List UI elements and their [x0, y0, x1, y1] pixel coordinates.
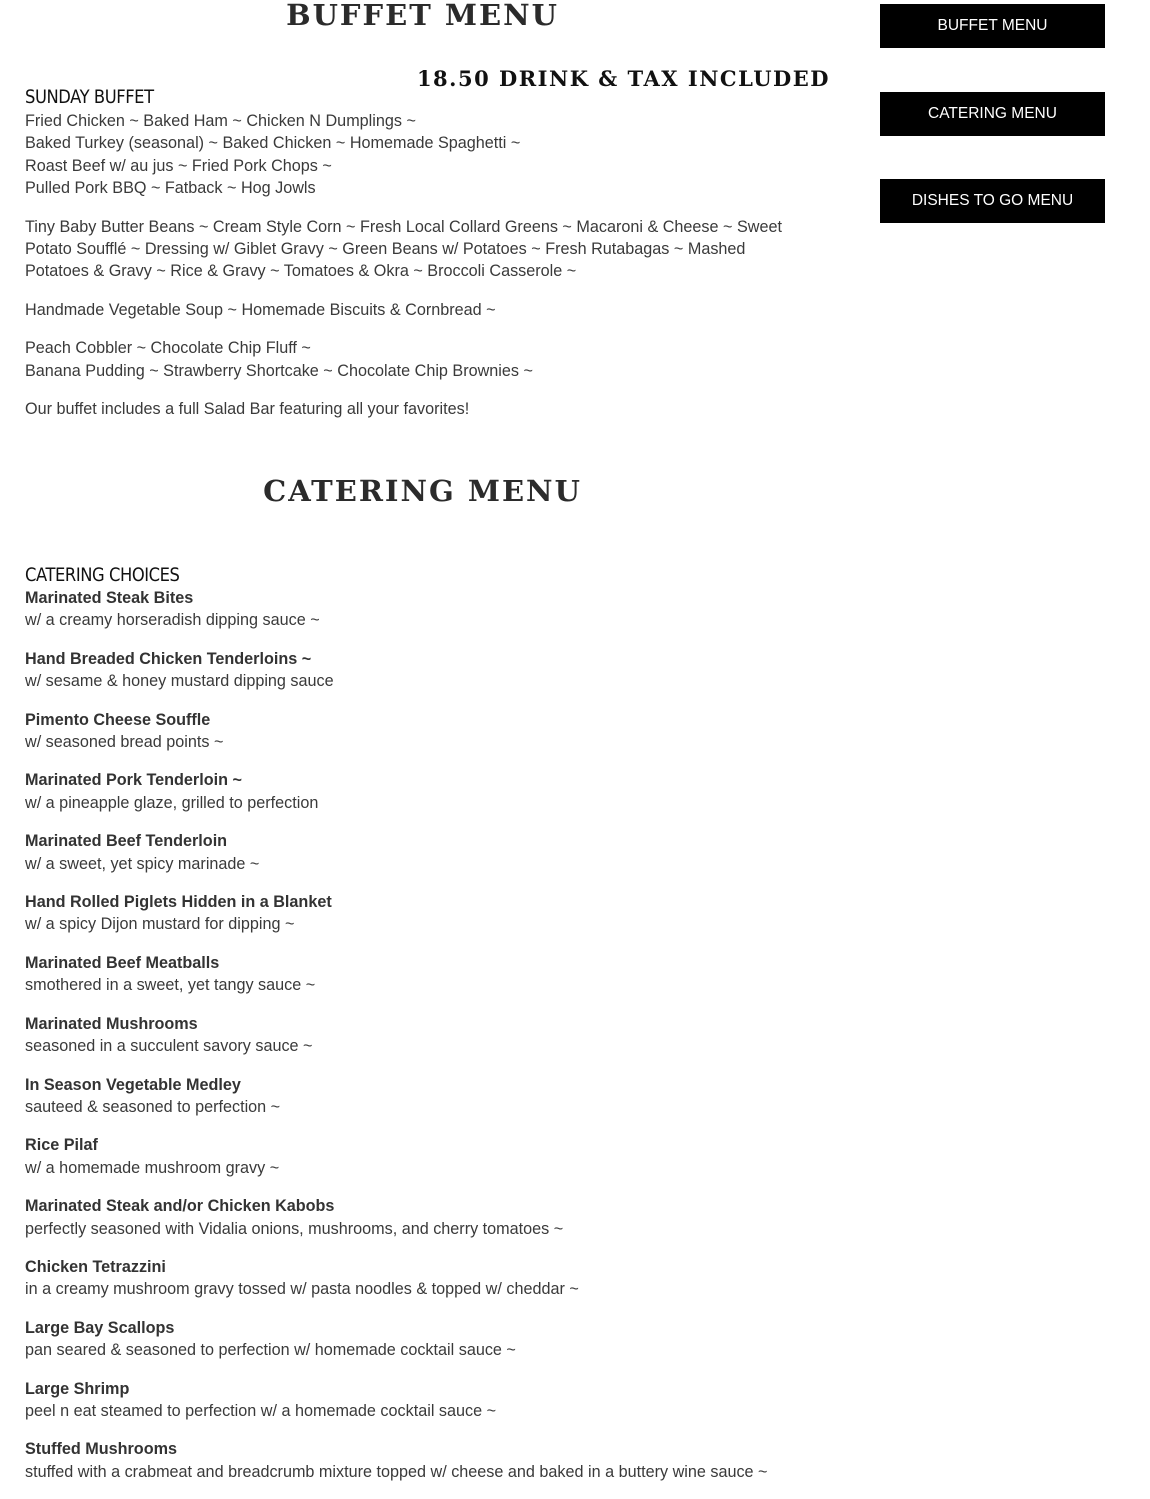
catering-item: [25, 1317, 825, 1362]
catering-item-description: w/ seasoned bread points ~: [25, 733, 224, 752]
catering-item-name: Stuffed Mushrooms: [25, 1440, 177, 1459]
catering-item-description: perfectly seasoned with Vidalia onions, mushrooms, and cherry tomatoes ~: [25, 1219, 564, 1238]
buffet-paragraph-soup-bread: [25, 299, 815, 321]
buffet-line: Potatoes & Gravy ~ Rice & Gravy ~ Tomatoes & Okra ~ Broccoli Casserole ~: [25, 262, 577, 281]
catering-item-description: in a creamy mushroom gravy tossed w/ pasta noodles & topped w/ cheddar ~: [25, 1280, 579, 1299]
catering-item: [25, 1013, 825, 1058]
sunday-buffet-heading: SUNDAY BUFFET: [25, 85, 154, 108]
catering-item-name: Large Bay Scallops: [25, 1318, 175, 1337]
buffet-line: Banana Pudding ~ Strawberry Shortcake ~ Chocolate Chip Brownies ~: [25, 361, 533, 380]
catering-item-name: Hand Rolled Piglets Hidden in a Blanket: [25, 893, 332, 912]
catering-item-description: peel n eat steamed to perfection w/ a homemade cocktail sauce ~: [25, 1401, 497, 1420]
catering-item-description: w/ a sweet, yet spicy marinade ~: [25, 854, 260, 873]
catering-item-name: Hand Breaded Chicken Tenderloins ~: [25, 649, 312, 668]
catering-item-description: w/ a pineapple glaze, grilled to perfection: [25, 793, 319, 812]
buffet-paragraph-meats: [25, 110, 815, 200]
buffet-line: Roast Beef w/ au jus ~ Fried Pork Chops ~: [25, 156, 332, 175]
catering-item: [25, 587, 825, 632]
catering-item-description: smothered in a sweet, yet tangy sauce ~: [25, 976, 316, 995]
catering-item-name: In Season Vegetable Medley: [25, 1075, 241, 1094]
catering-item: [25, 891, 825, 936]
buffet-menu-title: BUFFET MENU: [286, 0, 559, 32]
catering-item-description: w/ a homemade mushroom gravy ~: [25, 1158, 280, 1177]
catering-item: [25, 1195, 825, 1240]
catering-choices-heading: CATERING CHOICES: [25, 563, 180, 586]
catering-item: [25, 1256, 825, 1301]
buffet-line: Pulled Pork BBQ ~ Fatback ~ Hog Jowls: [25, 179, 316, 198]
catering-item-name: Chicken Tetrazzini: [25, 1257, 166, 1276]
catering-item: [25, 830, 825, 875]
catering-item-description: w/ sesame & honey mustard dipping sauce: [25, 672, 334, 691]
catering-item-description: sauteed & seasoned to perfection ~: [25, 1097, 281, 1116]
catering-item-name: Marinated Beef Tenderloin: [25, 832, 228, 851]
buffet-line: Fried Chicken ~ Baked Ham ~ Chicken N Dumplings ~: [25, 112, 416, 130]
catering-item: [25, 952, 825, 997]
buffet-line: Our buffet includes a full Salad Bar featuring all your favorites!: [25, 400, 470, 419]
catering-item-name: Rice Pilaf: [25, 1136, 98, 1155]
catering-item: [25, 1378, 825, 1423]
buffet-line: Peach Cobbler ~ Chocolate Chip Fluff ~: [25, 339, 311, 358]
catering-item: [25, 1438, 825, 1483]
catering-menu-title: CATERING MENU: [263, 474, 582, 508]
buffet-line: Handmade Vegetable Soup ~ Homemade Biscuits & Cornbread ~: [25, 300, 496, 319]
catering-items: [25, 587, 825, 1499]
catering-item-name: Pimento Cheese Souffle: [25, 710, 211, 729]
catering-item-name: Large Shrimp: [25, 1379, 130, 1398]
catering-item-description: seasoned in a succulent savory sauce ~: [25, 1037, 313, 1056]
catering-item-name: Marinated Mushrooms: [25, 1014, 198, 1033]
catering-item-description: stuffed with a crabmeat and breadcrumb mixture topped w/ cheese and baked in a buttery wine sauce ~: [25, 1462, 768, 1481]
buffet-paragraph-desserts: [25, 337, 815, 382]
dishes-to-go-menu-button[interactable]: DISHES TO GO MENU: [880, 179, 1105, 223]
catering-item-name: Marinated Beef Meatballs: [25, 953, 220, 972]
catering-item-name: Marinated Steak Bites: [25, 589, 194, 607]
catering-item: [25, 1074, 825, 1119]
buffet-line: Baked Turkey (seasonal) ~ Baked Chicken ~ Homemade Spaghetti ~: [25, 134, 521, 153]
catering-item-description: w/ a spicy Dijon mustard for dipping ~: [25, 915, 295, 934]
catering-item-name: Marinated Pork Tenderloin ~: [25, 771, 242, 790]
buffet-paragraph-salad-bar: [25, 398, 815, 420]
catering-item-description: w/ a creamy horseradish dipping sauce ~: [25, 611, 320, 630]
buffet-items: [25, 110, 815, 436]
catering-item: [25, 648, 825, 693]
catering-item-name: Marinated Steak and/or Chicken Kabobs: [25, 1197, 335, 1216]
buffet-line: Tiny Baby Butter Beans ~ Cream Style Corn ~ Fresh Local Collard Greens ~ Macaroni & Cheese ~ Sweet: [25, 217, 782, 236]
buffet-paragraph-sides: [25, 216, 815, 283]
buffet-price: 18.50 DRINK & TAX INCLUDED: [416, 66, 830, 91]
catering-menu-button[interactable]: CATERING MENU: [880, 92, 1105, 136]
catering-item: [25, 769, 825, 814]
buffet-line: Potato Soufflé ~ Dressing w/ Giblet Gravy ~ Green Beans w/ Potatoes ~ Fresh Rutabagas ~ Mashed: [25, 240, 746, 259]
catering-item: [25, 709, 825, 754]
catering-item-description: pan seared & seasoned to perfection w/ homemade cocktail sauce ~: [25, 1341, 516, 1360]
catering-item: [25, 1134, 825, 1179]
buffet-menu-button[interactable]: BUFFET MENU: [880, 4, 1105, 48]
side-menu-nav: [880, 4, 1105, 267]
